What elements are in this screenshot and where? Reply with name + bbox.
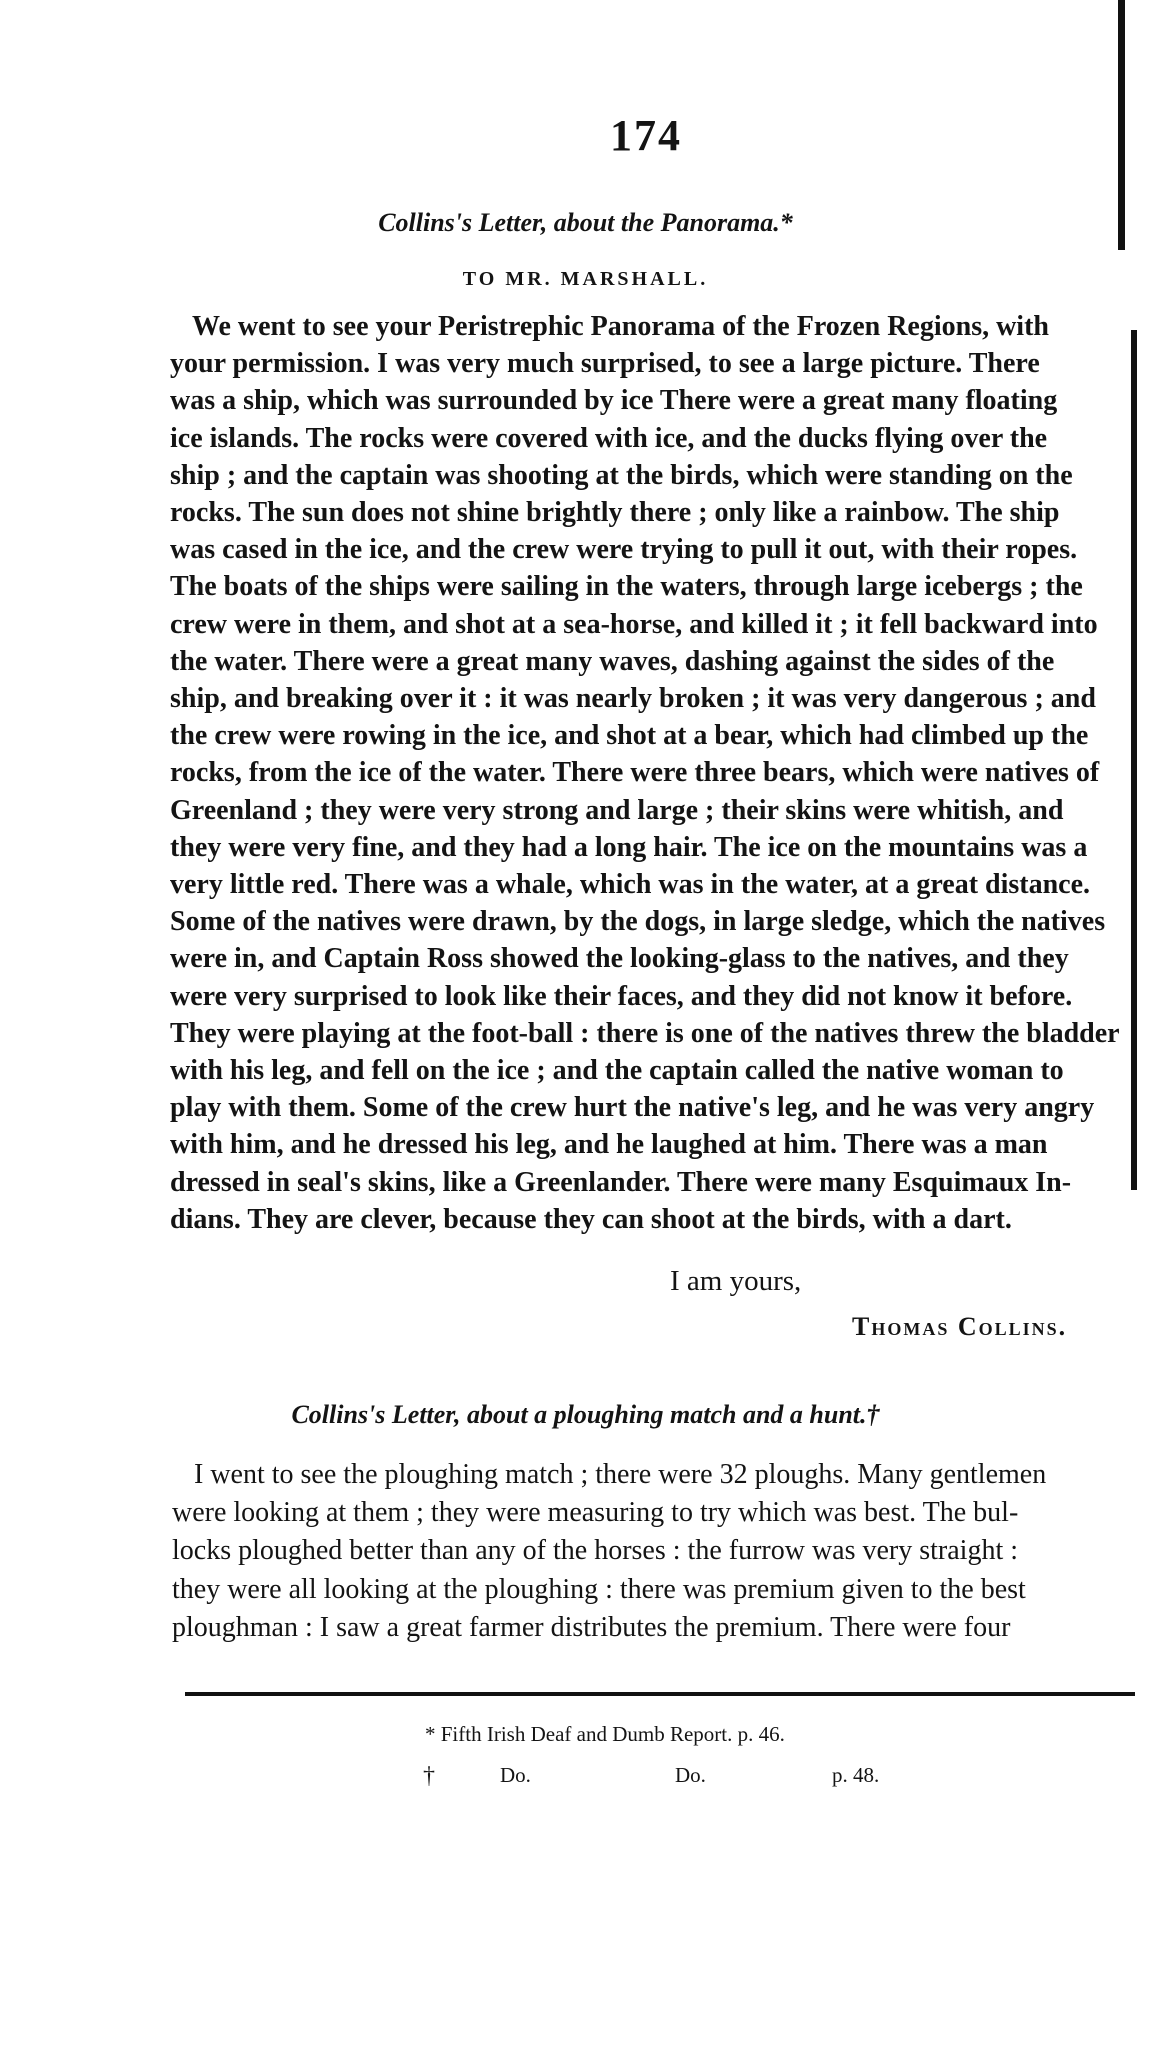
letter1-line: they were very fine, and they had a long hair. The ice on the mountains was a: [170, 831, 1088, 863]
letter1-line: was a ship, which was surrounded by ice There were a great many floating: [170, 385, 1058, 417]
letter1-line: ship, and breaking over it : it was nearly broken ; it was very dangerous ; and: [170, 683, 1096, 715]
letter1-line: We went to see your Peristrephic Panorama of the Frozen Regions, with: [192, 311, 1049, 342]
letter1-line: They were playing at the foot-ball : there is one of the natives threw the bladder: [170, 1017, 1120, 1049]
footnote-ditto-1: Do.: [500, 1763, 531, 1787]
letter1-addressee: TO MR. MARSHALL.: [462, 268, 709, 290]
letter1-line: were in, and Captain Ross showed the looking-glass to the natives, and they: [170, 943, 1069, 975]
letter1-line: the crew were rowing in the ice, and shot at a bear, which had climbed up the: [170, 720, 1089, 752]
letter1-line: rocks. The sun does not shine brightly there ; only like a rainbow. The ship: [170, 497, 1060, 529]
letter1-heading: Collins's Letter, about the Panorama.*: [378, 208, 793, 237]
footnote-first: * Fifth Irish Deaf and Dumb Report. p. 46.: [425, 1722, 785, 1746]
letter1-line: were very surprised to look like their faces, and they did not know it before.: [170, 980, 1073, 1012]
letter1-line: very little red. There was a whale, which was in the water, at a great distance.: [170, 869, 1091, 901]
letter1-line: rocks, from the ice of the water. There were three bears, which were natives of: [170, 757, 1100, 789]
letter1-body: [170, 308, 1130, 1238]
letter1-line: ice islands. The rocks were covered with ice, and the ducks flying over the: [170, 422, 1048, 454]
letter1-line: The boats of the ships were sailing in the waters, through large icebergs ; the: [170, 571, 1083, 603]
footnote-ditto-2: Do.: [675, 1763, 706, 1787]
letter1-line: Some of the natives were drawn, by the dogs, in large sledge, which the natives: [170, 906, 1106, 938]
letter1-line: play with them. Some of the crew hurt the native's leg, and he was very angry: [170, 1092, 1095, 1124]
letter2-body: [172, 1456, 1132, 1647]
letter1-line: ship ; and the captain was shooting at the birds, which were standing on the: [170, 459, 1073, 491]
letter1-line: your permission. I was very much surprised, to see a large picture. There: [170, 348, 1040, 380]
letter1-signature: Thomas Collins.: [852, 1312, 1068, 1341]
letter2-heading: Collins's Letter, about a ploughing match and a hunt.†: [291, 1400, 880, 1429]
letter1-line: Greenland ; they were very strong and large ; their skins were whitish, and: [170, 794, 1064, 826]
letter2-line: I went to see the ploughing match ; there were 32 ploughs. Many gentlemen: [194, 1459, 1047, 1490]
letter2-line: locks ploughed better than any of the horses : the furrow was very straight :: [172, 1535, 1019, 1567]
footnote-dagger: †: [423, 1763, 435, 1789]
letter1-line: with him, and he dressed his leg, and he laughed at him. There was a man: [170, 1129, 1048, 1161]
footnote-page-ref: p. 48.: [832, 1763, 880, 1787]
letter2-line: they were all looking at the ploughing : there was premium given to the best: [172, 1573, 1026, 1605]
letter1-line: was cased in the ice, and the crew were trying to pull it out, with their ropes.: [170, 534, 1078, 566]
letter1-line: crew were in them, and shot at a sea-horse, and killed it ; it fell backward into: [170, 608, 1098, 640]
letter2-line: were looking at them ; they were measuring to try which was best. The bul-: [172, 1497, 1019, 1529]
letter2-line: ploughman : I saw a great farmer distributes the premium. There were four: [172, 1611, 1011, 1643]
letter1-line: the water. There were a great many waves, dashing against the sides of the: [170, 645, 1055, 677]
letter1-line: dians. They are clever, because they can shoot at the birds, with a dart.: [170, 1203, 1012, 1235]
letter1-line: dressed in seal's skins, like a Greenlander. There were many Esquimaux In-: [170, 1166, 1072, 1198]
page-number: 174: [610, 111, 682, 160]
letter1-line: with his leg, and fell on the ice ; and the captain called the native woman to: [170, 1055, 1064, 1087]
footnote-divider: [185, 1692, 1135, 1696]
letter1-closing: I am yours,: [670, 1265, 802, 1297]
binding-edge-middle: [1131, 330, 1137, 1190]
